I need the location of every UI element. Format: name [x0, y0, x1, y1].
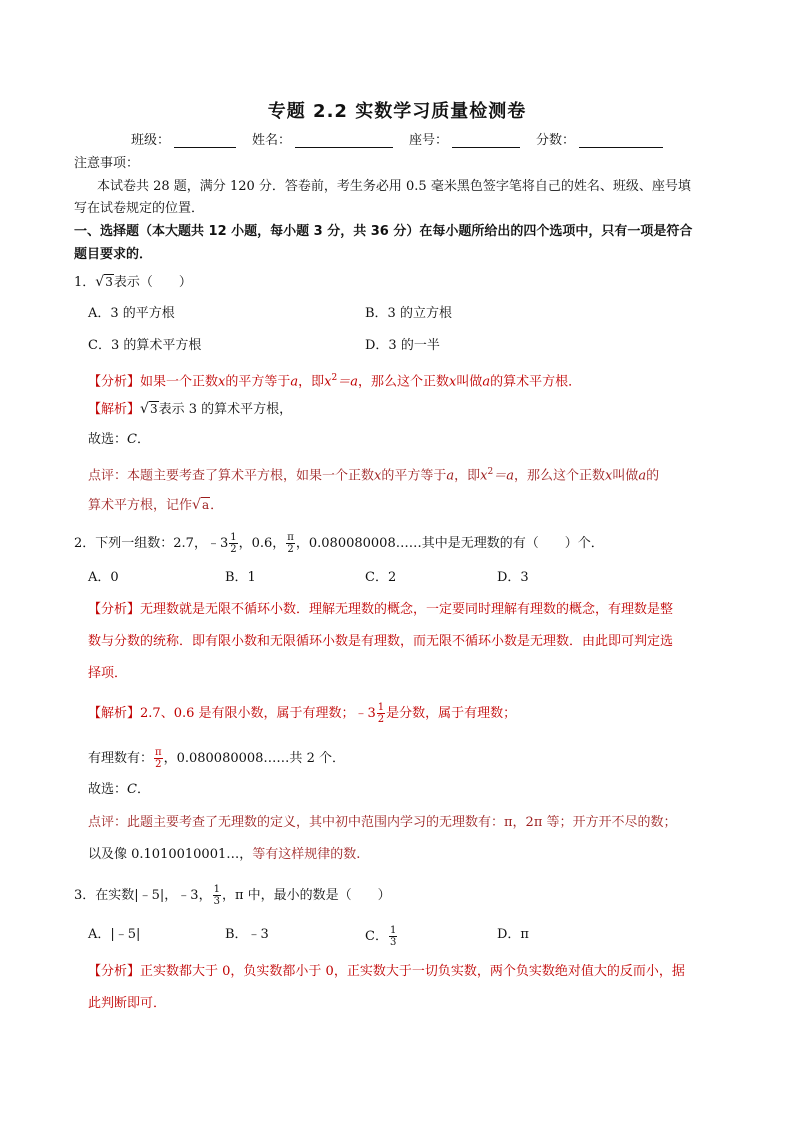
q2-option-c[interactable]: C．2: [365, 570, 397, 585]
fraction: $\frac{1}{2}$: [230, 532, 237, 555]
q3-option-c[interactable]: C． $\frac{1}{3}$: [365, 925, 397, 948]
q1-solution: 【解析】√3表示 3 的算术平方根，: [88, 399, 724, 420]
class-blank[interactable]: [174, 133, 236, 148]
q2-option-a[interactable]: A．0: [88, 570, 119, 585]
name-blank[interactable]: [295, 133, 393, 148]
q1-analysis: 【分析】如果一个正数x的平方等于a，即$x^2=a$，那么这个正数x叫做a的算术平方根．: [88, 373, 582, 390]
student-info-row: [0, 129, 794, 148]
notice-line-2: 写在试卷规定的位置．: [74, 201, 205, 216]
name-field: [252, 129, 393, 148]
fraction: $\frac{1}{3}$: [213, 884, 220, 907]
sqrt-symbol: √3: [140, 401, 158, 417]
class-field: [131, 129, 236, 148]
q2-analysis-line-3: 择项．: [88, 666, 128, 681]
q1-stem: 1．√3表示（ ）: [74, 272, 724, 293]
q1-option-d[interactable]: D．3 的一半: [365, 338, 440, 353]
q1-number: 1．: [74, 275, 96, 290]
q2-stem: 2．下列一组数：2.7，﹣3 $\frac{1}{2}$ ，0.6， $\frac{\pi}{2}$ ，0.080080008……其中是无理数的有（ ）个．: [74, 532, 604, 555]
q1-comment-line-2: 算术平方根，记作√a．: [88, 495, 724, 516]
q3-option-d[interactable]: D．π: [497, 927, 529, 942]
q3-number: 3．: [74, 888, 96, 903]
q2-comment-line-2: 以及像 0.1010010001…，等有这样规律的数.: [88, 847, 361, 862]
q3-option-b[interactable]: B．﹣3: [225, 927, 269, 942]
seat-label: 座号：: [409, 133, 449, 148]
score-label: 分数：: [536, 133, 576, 148]
fraction: $\frac{\pi}{2}$: [287, 532, 294, 555]
q2-number: 2．: [74, 536, 96, 551]
page-title: 专题 2.2 实数学习质量检测卷: [267, 101, 527, 122]
fraction: $\frac{1}{2}$: [377, 702, 385, 725]
sqrt-symbol: √a: [192, 497, 210, 513]
name-label: 姓名：: [251, 133, 291, 148]
fraction: $\frac{1}{3}$: [389, 925, 397, 948]
q2-option-b[interactable]: B．1: [225, 570, 256, 585]
sqrt-symbol: √3: [95, 274, 113, 290]
q2-solution-line-2: 有理数有： $\frac{\pi}{2}$ ，0.080080008……共 2 个．: [88, 747, 345, 770]
section-heading-line-1: 一、选择题（本大题共 12 小题，每小题 3 分，共 36 分）在每小题所给出的四个选项中，只有一项是符合: [74, 224, 693, 239]
q3-analysis-line-2: 此判断即可．: [88, 996, 167, 1011]
score-blank[interactable]: [579, 133, 663, 148]
q2-answer: 故选：C．: [88, 782, 150, 797]
section-heading-line-2: 题目要求的．: [74, 247, 153, 262]
q1-option-b[interactable]: B．3 的立方根: [365, 306, 452, 321]
q2-option-d[interactable]: D．3: [497, 570, 529, 585]
q3-stem: 3．在实数|﹣5|，﹣3， $\frac{1}{3}$ ，π 中，最小的数是（ ）: [74, 884, 391, 907]
notice-line-1: 本试卷共 28 题，满分 120 分．答卷前，考生务必用 0.5 毫米黑色签字笔将自己的姓名、班级、座号填: [97, 179, 691, 194]
q2-analysis-line-1: 【分析】无理数就是无限不循环小数．理解无理数的概念，一定要同时理解有理数的概念，有理数是整: [88, 602, 674, 617]
q2-solution: 【解析】2.7、0.6 是有限小数，属于有理数；﹣3 $\frac{1}{2}$ 是分数，属于有理数；: [88, 702, 517, 725]
q1-option-c[interactable]: C．3 的算术平方根: [88, 338, 202, 353]
score-field: [536, 129, 663, 148]
q1-comment-line-1: 点评：本题主要考查了算术平方根，如果一个正数x的平方等于a，即$x^2=a$，那么这个正数x叫做a的: [88, 467, 660, 484]
q2-comment-line-1: 点评：此题主要考查了无理数的定义，其中初中范围内学习的无理数有：π，2π 等；开方开不尽的数；: [88, 815, 677, 830]
q1-option-a[interactable]: A．3 的平方根: [88, 306, 175, 321]
seat-blank[interactable]: [452, 133, 520, 148]
q1-answer: 故选：C．: [88, 432, 150, 447]
fraction: $\frac{\pi}{2}$: [155, 747, 162, 770]
class-label: 班级：: [130, 133, 170, 148]
q3-analysis-line-1: 【分析】正实数都大于 0，负实数都小于 0，正实数大于一切负实数，两个负实数绝对值大的反而小，据: [88, 964, 685, 979]
q2-analysis-line-2: 数与分数的统称．即有限小数和无限循环小数是有理数，而无限不循环小数是无理数．由此即可判定选: [88, 634, 674, 649]
seat-field: [409, 129, 520, 148]
q3-option-a[interactable]: A．|﹣5|: [88, 927, 141, 942]
notice-heading: 注意事项：: [74, 156, 140, 171]
